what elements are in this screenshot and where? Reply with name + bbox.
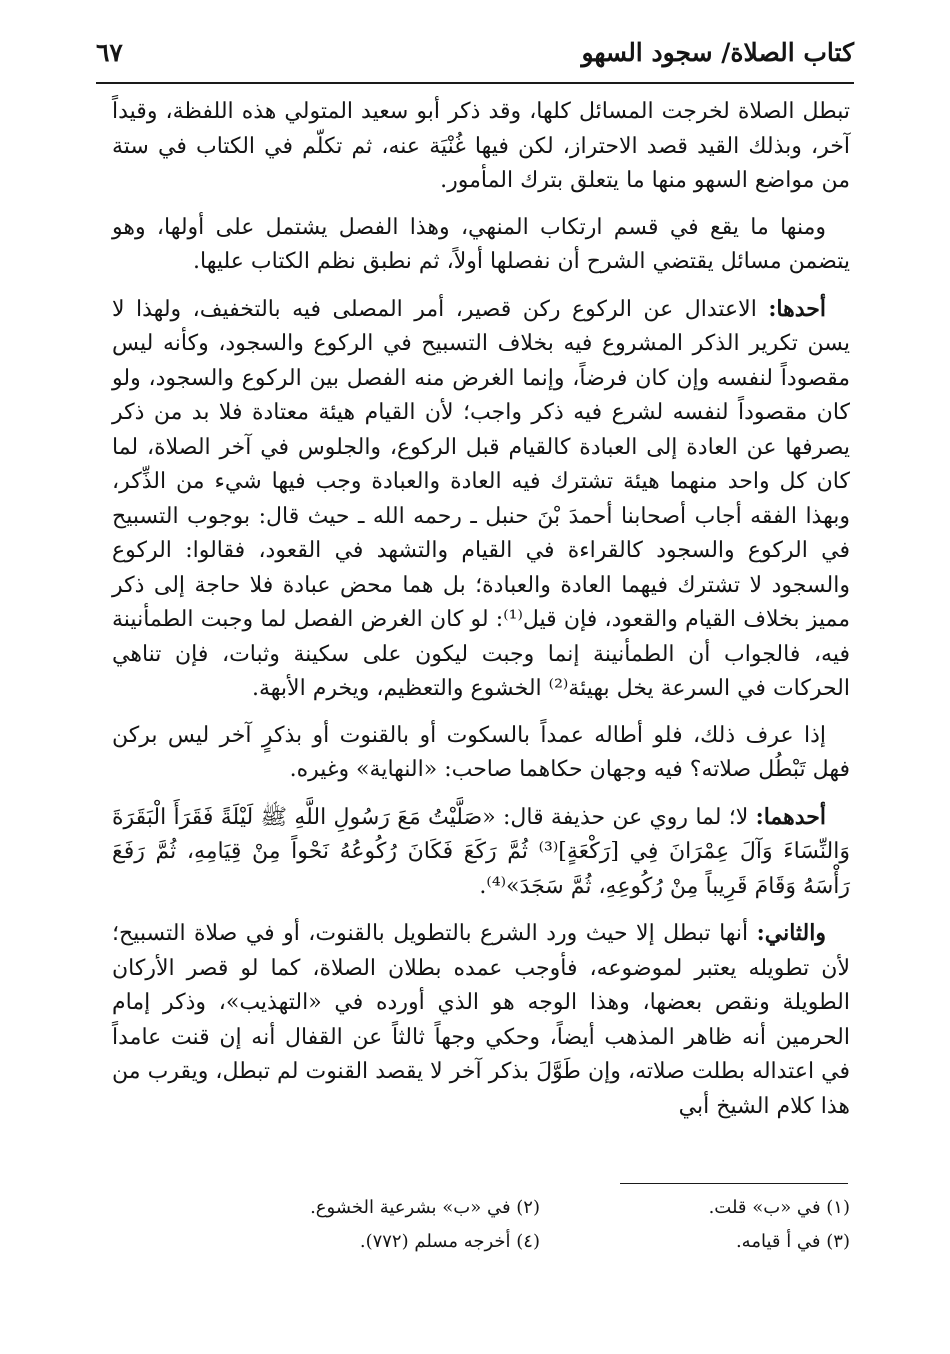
paragraph-lead: أحدها: <box>768 295 826 322</box>
paragraph-lead: والثاني: <box>756 920 826 946</box>
main-text <box>112 95 850 1136</box>
paragraph <box>112 211 850 280</box>
paragraph-text: تبطل الصلاة لخرجت المسائل كلها، وقد ذكر أبو سعيد المتولي هذه اللفظة، وقيداً آخر، وبذلك القيد قصد الاحتراز، لكن فيها غُنْيَة عنه، ثم تكلّم في الكتاب في ستة من مواضع السهو منها ما يتعلق بترك المأمور. <box>112 99 850 193</box>
page-number: ٦٧ <box>96 37 123 67</box>
paragraph-text: الاعتدال عن الركوع ركن قصير، أمر المصلى فيه بالتخفيف، ولهذا لا يسن تكرير الذكر المشروع فيه بخلاف التسبيح في الركوع والسجود، وكأنه ليس مقصوداً لنفسه وإن كان فرضاً، وإنما الغرض منه الفصل بين الركوع والسجود، ولو كان مقصوداً لنفسه لشرع فيه ذكر واجب؛ لأن القيام هيئة معتادة فلا بد من ذكر يصرفها عن العادة إلى العبادة كالقيام قبل الركوع، والجلوس في آخر الصلاة، لما كان كل واحد منهما هيئة تشترك فيه العادة والعبادة وجب فيها شيء من الذِّكر، وبهذا الفقه أجاب أصحابنا أحمدَ بْنَ حنبل ـ رحمه الله ـ حيث قال: بوجوب التسبيح في الركوع والسجود كالقراءة في القيام والتشهد في القعود، فقالوا: الركوع والسجود لا تشترك فيهما العادة والعبادة؛ بل هما محض عبادة فلا حاجة إلى ذكر مميز بخلاف القيام والقعود، فإن قيل⁽¹⁾: لو كان الغرض الفصل لما وجبت الطمأنينة فيه، فالجواب أن الطمأنينة إنما وجبت ليكون على سكينة وثبات، فإن تناهي الحركات في السرعة يخل بهيئة⁽²⁾ الخشوع والتعظيم، ويخرم الأبهة. <box>112 296 850 701</box>
chapter-title: كتاب الصلاة/ سجود السهو <box>581 37 854 67</box>
paragraph <box>112 292 850 707</box>
running-header <box>96 30 854 74</box>
paragraph-text: لا؛ لما روي عن حذيفة قال: «صَلَّيْتُ مَعَ رَسُولِ اللَّهِ ﷺ لَيْلَةً فَقَرَأَ الْبَقَرَةَ وَالنِّسَاءَ وَآلَ عِمْرَانَ فِي [رَكْعَةٍ]⁽³⁾ ثُمَّ رَكَعَ فَكَانَ رُكُوعُهُ نَحْواً مِنْ قِيَامِهِ، ثُمَّ رَفَعَ رَأْسَهُ وَقَامَ قَرِيباً مِنْ رُكُوعِهِ، ثُمَّ سَجَدَ»⁽⁴⁾. <box>112 804 850 899</box>
paragraph-text: أنها تبطل إلا حيث ورد الشرع بالتطويل بالقنوت، أو في صلاة التسبيح؛ لأن تطويله يعتبر لموضوعه، فأوجب عمده بطلان الصلاة، كما لو قصر الأركان الطويلة ونقص بعضها، وهذا الوجه هو الذي أورده في «التهذيب»، وذكر إمام الحرمين أنه ظاهر المذهب أيضاً، وحكي وجهاً ثالثاً عن القفال أنه إن قنت عامداً في اعتداله بطلت صلاته، وإن طَوَّلَ بذكر آخر لا يقصد القنوت لم تبطل، ويقرب من هذا كلام الشيخ أبي <box>112 921 850 1119</box>
paragraph-text: ومنها ما يقع في قسم ارتكاب المنهي، وهذا الفصل يشتمل على أولها، وهو يتضمن مسائل يقتضي الشرح أن نفصلها أولاً، ثم نطبق نظم الكتاب عليها. <box>112 214 850 274</box>
paragraph <box>112 916 850 1124</box>
paragraph-lead: أحدهما: <box>755 803 826 830</box>
paragraph <box>112 95 850 199</box>
footnote: (٢) في «ب» بشرعية الخشوع. <box>310 1197 540 1218</box>
paragraph-text: إذا عرف ذلك، فلو أطاله عمداً بالسكوت أو بالقنوت أو بذكرٍ آخر ليس بركن فهل تَبْطُل صلاته؟ فيه وجهان حكاهما صاحب: «النهاية» وغيره. <box>112 722 850 782</box>
paragraph <box>112 719 850 788</box>
footnote: (١) في «ب» قلت. <box>708 1197 850 1218</box>
footnote: (٣) في أ قيامه. <box>735 1231 850 1252</box>
footnote-rule <box>620 1183 848 1184</box>
paragraph <box>112 800 850 905</box>
header-rule <box>96 82 854 84</box>
footnote: (٤) أخرجه مسلم (٧٧٢). <box>359 1231 540 1252</box>
footnotes <box>230 1194 850 1256</box>
